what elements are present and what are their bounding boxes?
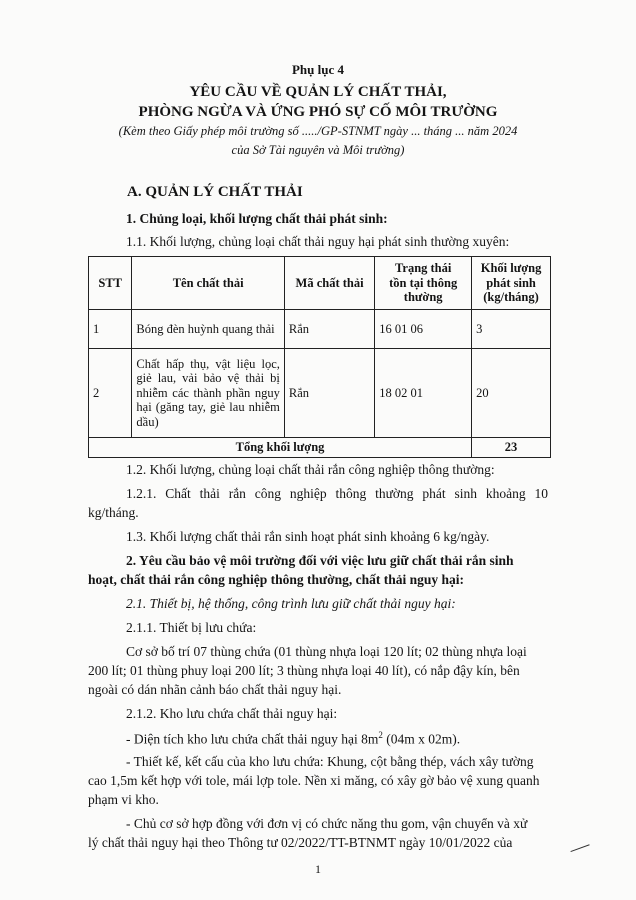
appendix-label: Phụ lục 4 — [291, 62, 344, 77]
row-2-stt: 2 — [89, 349, 132, 438]
header-state — [375, 257, 472, 310]
header-stt: STT — [89, 257, 132, 310]
header-state-line-3: thường — [403, 290, 443, 305]
row-1-state: Rắn — [284, 310, 374, 349]
design-line-3: phạm vi kho. — [88, 792, 159, 807]
handwritten-mark — [566, 833, 589, 852]
header-state-line-1: Trạng thái — [394, 261, 452, 276]
contract-line-1: - Chủ cơ sở hợp đồng với đơn vị có chức năng thu gom, vận chuyển và xử — [126, 816, 528, 831]
header-mass-line-3: (kg/tháng) — [483, 290, 539, 305]
title-line-2: PHÒNG NGỪA VÀ ỨNG PHÓ SỰ CỐ MÔI TRƯỜNG — [138, 104, 498, 120]
section-2-heading-line-2: hoạt, chất thải rắn công nghiệp thông thường, chất thải nguy hại: — [88, 572, 465, 587]
paragraph-2-1-1: 2.1.1. Thiết bị lưu chứa: — [126, 620, 257, 635]
section-a-heading: A. QUẢN LÝ CHẤT THẢI — [127, 184, 303, 200]
table-row — [89, 349, 551, 438]
row-2-name: Chất hấp thụ, vật liệu lọc, giẻ lau, vải bảo vệ thải bị nhiễm các thành phần nguy hại (găng tay, giẻ lau nhiễm dầu) — [132, 349, 284, 438]
row-2-code: 18 02 01 — [375, 349, 472, 438]
design-line-2: cao 1,5m kết hợp với tole, mái lợp tole. Nền xi măng, có xây gờ bảo vệ xung quanh — [88, 773, 540, 788]
header-mass-line-2: phát sinh — [486, 275, 536, 290]
area-text: - Diện tích kho lưu chứa chất thải nguy hại 8m — [126, 731, 379, 747]
paragraph-2-1-2: 2.1.2. Kho lưu chứa chất thải nguy hại: — [126, 706, 338, 721]
design-line-1: - Thiết kế, kết cấu của kho lưu chứa: Khung, cột bằng thép, vách xây tường — [126, 754, 534, 769]
header-waste-code: Mã chất thải — [284, 257, 374, 310]
area-superscript: 2 — [378, 730, 383, 740]
header-waste-name: Tên chất thải — [132, 257, 284, 310]
row-1-name: Bóng đèn huỳnh quang thải — [132, 310, 284, 349]
paragraph-1-2-1-line-2: kg/tháng. — [88, 505, 139, 520]
row-1-code: 16 01 06 — [375, 310, 472, 349]
paragraph-1-2: 1.2. Khối lượng, chủng loại chất thải rắn công nghiệp thông thường: — [126, 462, 495, 477]
row-2-mass: 20 — [472, 349, 551, 438]
hazardous-waste-table — [88, 256, 551, 458]
row-2-state: Rắn — [284, 349, 374, 438]
header-state-line-2: tồn tại thông — [389, 275, 458, 290]
storage-line-1: Cơ sở bố trí 07 thùng chứa (01 thùng nhựa loại 120 lít; 02 thùng nhựa loại — [126, 644, 527, 659]
paragraph-1-2-1-line-1: 1.2.1. Chất thải rắn công nghiệp thông thường phát sinh khoảng 10 — [126, 486, 548, 501]
header-mass — [472, 257, 551, 310]
row-1-mass: 3 — [472, 310, 551, 349]
section-2-1-heading: 2.1. Thiết bị, hệ thống, công trình lưu giữ chất thải nguy hại: — [126, 596, 456, 611]
paragraph-1-3: 1.3. Khối lượng chất thải rắn sinh hoạt phát sinh khoảng 6 kg/ngày. — [126, 529, 490, 544]
contract-line-2: lý chất thải nguy hại theo Thông tư 02/2022/TT-BTNMT ngày 10/01/2022 của — [88, 835, 513, 850]
table-total-row — [89, 438, 551, 458]
total-label: Tổng khối lượng — [89, 438, 472, 458]
section-1-heading: 1. Chủng loại, khối lượng chất thải phát sinh: — [126, 211, 388, 226]
subtitle-line-1: (Kèm theo Giấy phép môi trường số ...../GP-STNMT ngày ... tháng ... năm 2024 — [118, 124, 518, 138]
storage-line-2: 200 lít; 01 thùng phuy loại 200 lít; 3 thùng nhựa loại 40 lít), có nắp đậy kín, bên — [88, 663, 520, 678]
row-1-stt: 1 — [89, 310, 132, 349]
page-number: 1 — [315, 862, 321, 876]
table-header-row — [89, 257, 551, 310]
paragraph-1-1: 1.1. Khối lượng, chủng loại chất thải nguy hại phát sinh thường xuyên: — [126, 234, 510, 249]
total-value: 23 — [472, 438, 551, 458]
area-dimensions: (04m x 02m). — [382, 731, 461, 747]
subtitle-line-2: của Sở Tài nguyên và Môi trường) — [231, 143, 405, 157]
header-mass-line-1: Khối lượng — [480, 261, 542, 276]
area-line — [126, 730, 460, 748]
section-2-heading-line-1: 2. Yêu cầu bảo vệ môi trường đối với việc lưu giữ chất thải rắn sinh — [126, 553, 514, 568]
table-row — [89, 310, 551, 349]
storage-line-3: ngoài có dán nhãn cảnh báo chất thải nguy hại. — [88, 682, 342, 697]
title-line-1: YÊU CẦU VỀ QUẢN LÝ CHẤT THẢI, — [189, 84, 447, 100]
